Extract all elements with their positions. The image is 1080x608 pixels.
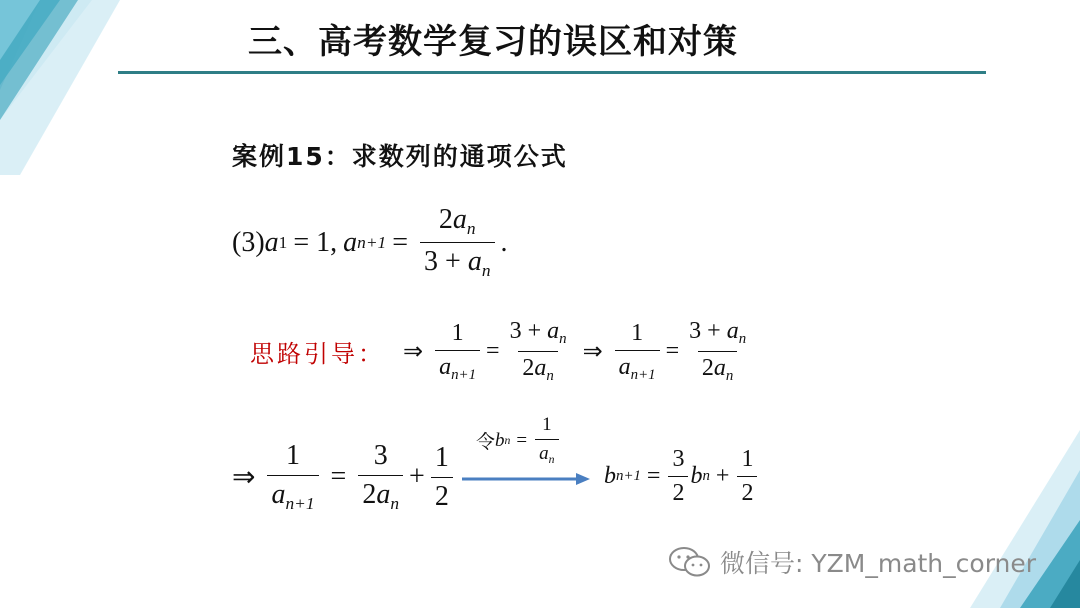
step-fraction-4: $\frac{3}{2}$ xyxy=(668,446,688,507)
problem-formula: (3) a 1 = 1, a n+1 = $\frac{2a_n}{3 + a_n}$ . xyxy=(232,204,508,281)
title-divider xyxy=(118,71,986,74)
step-fraction-3: $\frac{1}{2}$ xyxy=(431,442,453,513)
step-fraction-5: $\frac{1}{2}$ xyxy=(737,446,757,507)
step-fraction-2: $\frac{3}{2a_n}$ xyxy=(358,440,403,514)
hint-fraction-4: $\frac{3 + a_n}{2a_n}$ xyxy=(689,318,747,385)
step-fraction-1: $\frac{1}{a_{n+1}}$ xyxy=(267,440,318,514)
recurrence-fraction: $\frac{2a_n}{3 + a_n}$ xyxy=(420,204,494,281)
wechat-icon xyxy=(668,546,712,578)
substitution-fraction: $\frac{1}{a_n}$ xyxy=(535,414,558,467)
hint-fraction-1: $\frac{1}{a_{n+1}}$ xyxy=(435,320,480,384)
hint-fraction-3: $\frac{1}{a_{n+1}}$ xyxy=(615,320,660,384)
step-right-formula: b n+1 = $\frac{3}{2}$ b n + $\frac{1}{2}$ xyxy=(604,446,759,507)
watermark-text: 微信号: YZM_math_corner xyxy=(720,549,1037,578)
hint-row: 思路引导： ⇒ $\frac{1}{a_{n+1}}$ = $\frac{3 + a_n}{2a_n}$ ⇒ $\frac{1}{a_{n+1}}$ = $\frac{3 + a_n}{2a_n}$ xyxy=(250,318,756,385)
hint-fraction-2: $\frac{3 + a_n}{2a_n}$ xyxy=(509,318,567,385)
step-left-formula: ⇒ $\frac{1}{a_{n+1}}$ = $\frac{3}{2a_n}$ + $\frac{1}{2}$ xyxy=(232,440,459,514)
hint-label: 思路引导： xyxy=(250,340,385,369)
problem-label: (3) xyxy=(232,226,265,258)
bottom-right-decoration xyxy=(960,430,1080,608)
substitution-label: 令 b n = $\frac{1}{a_n}$ xyxy=(476,414,561,467)
watermark xyxy=(668,544,1036,580)
slide-title: 三、高考数学复习的误区和对策 xyxy=(248,22,738,62)
transform-arrow-icon xyxy=(460,470,592,488)
case-title: 案例15：求数列的通项公式 xyxy=(232,142,568,171)
top-left-decoration xyxy=(0,0,130,175)
